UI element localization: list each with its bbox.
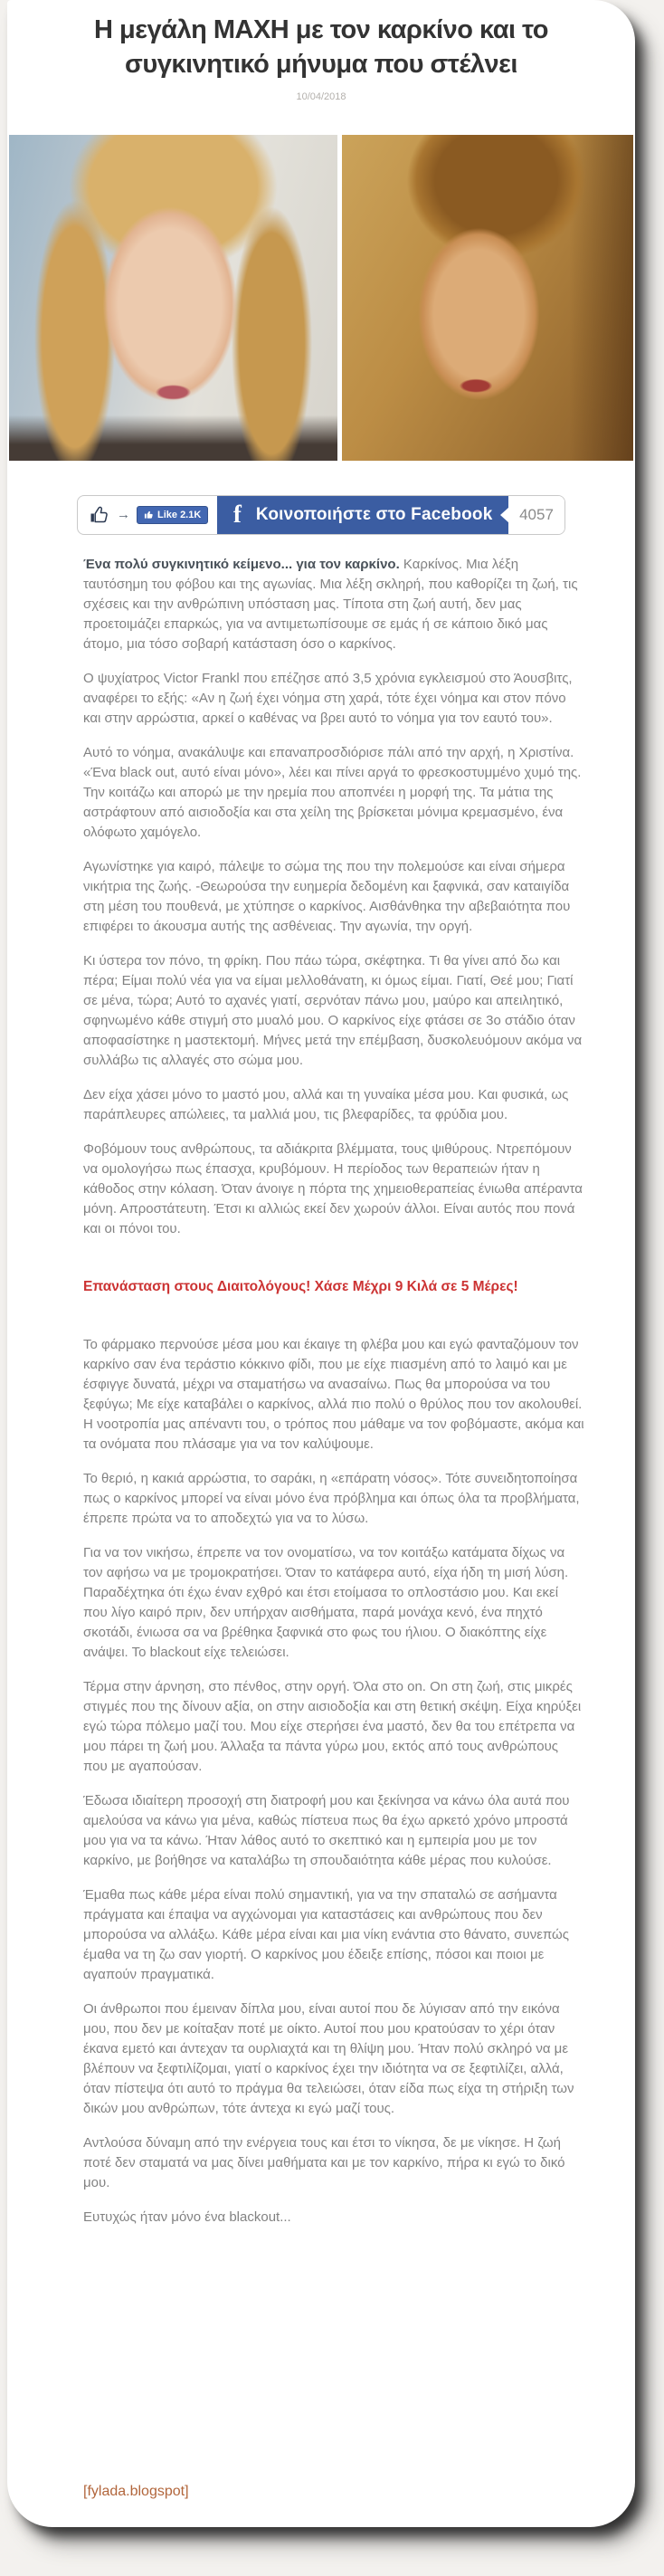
article-paragraph: Φοβόμουν τους ανθρώπους, τα αδιάκριτα βλέμματα, τους ψιθύρους. Ντρεπόμουν να ομολογήσω πως έπασχα, κρυβόμουν. Η περίοδος των θεραπειών ήταν η κάθοδος στην κόλαση. Όταν άνοιγε η πόρτα της χημειοθεραπείας ένιωθα απέραντα μόνη. Απροστάτευτη. Έτσι κι αλλιώς εκεί δεν χωρούν άλλοι. Είναι αυτός που πονά και οι πόνοι του. [83, 1140, 583, 1236]
photo-blonde-woman [9, 135, 337, 461]
facebook-f-icon: f [232, 501, 242, 529]
article-paragraph: Αντλούσα δύναμη από την ενέργεια τους και έτσι το νίκησα, δε με νίκησε. Η ζωή ποτέ δεν σταματά να μας δίνει μαθήματα και με τον καρκίνο, πήρα κι εγώ το δικό μου. [83, 2134, 565, 2190]
like-button-label: Like 2.1K [157, 509, 202, 520]
article-paragraph: Αυτό το νόημα, ανακάλυψε και επαναπροσδιόρισε πάλι από την αρχή, η Χριστίνα. «Ένα black out, αυτό είναι μόνο», λέει και πίνει αργά το φρεσκοστυμμένο χυμό της. Την κοιτάζω και απορώ με την ηρεμία που αποπνέει η μορφή της. Τα μάτια της αστράφτουν από αισιοδοξία και στα χείλη της βρίσκεται μόνιμα κρεμασμένο, ένα ολόφωτο χαμόγελο. [83, 744, 582, 840]
thumbs-up-outline-icon [89, 504, 110, 526]
article-paragraph: Τέρμα στην άρνηση, στο πένθος, στην οργή. Όλα στο on. On στη ζωή, στις μικρές στιγμές που της δίνουν αξία, on στην αισιοδοξία και στη θετική σκέψη. Είχα κηρύξει εγώ τώρα πόλεμο μαζί του. Μου είχε στερήσει ένα μαστό, δεν θα του επέτρεπα να μου πάρει τη ζωή μου. Άλλαξα τα πάντα γύρω μου, εκτός από τους ανθρώπους που με αγαπούσαν. [83, 1678, 582, 1774]
arrow-right-icon: → [117, 507, 130, 523]
article-paragraph: Αγωνίστηκε για καιρό, πάλεψε το σώμα της που την πολεμούσε και είναι σήμερα νικήτρια της ζωής. -Θεωρούσα την ευημερία δεδομένη και ξαφνικά, σαν καταιγίδα στη μέση του πουθενά, με χτύπησε ο καρκίνος. Αισθάνθηκα την αβεβαιότητα που επιφέρει το άκουσμα αυτής της ασθένειας. Την αγωνία, την οργή. [83, 858, 571, 934]
diet-ad-link[interactable]: Επανάσταση στους Διαιτολόγους! Χάσε Μέχρι 9 Κιλά σε 5 Μέρες! [83, 1278, 518, 1294]
article-footer [7, 2484, 635, 2527]
intro-bold-text: Ένα πολύ συγκινητικό κείμενο... για τον καρκίνο. [83, 556, 400, 572]
source-link[interactable]: [fylada.blogspot] [83, 2484, 189, 2499]
page-title: Η μεγάλη ΜΑΧΗ με τον καρκίνο και το συγκινητικό μήνυμα που στέλνει [93, 15, 548, 80]
share-bar-left [78, 496, 217, 534]
article-date: 10/04/2018 [296, 91, 346, 102]
facebook-share-bar [77, 495, 565, 535]
share-count-badge [508, 496, 564, 534]
share-button-label: Κοινοποιήστε στο Facebook [255, 504, 493, 524]
article-paragraph: Δεν είχα χάσει μόνο το μαστό μου, αλλά και τη γυναίκα μέσα μου. Και φυσικά, ως παράπλευρες απώλειες, τα μαλλιά μου, τις βλεφαρίδες, τα φρύδια μου. [83, 1086, 569, 1122]
article-paragraph: Ο ψυχίατρος Victor Frankl που επέζησε από 3,5 χρόνια εγκλεισμού στο Άουσβιτς, αναφέρει το εξής: «Αν η ζωή έχει νόημα στη χαρά, τότε έχει νόημα και στον πόνο και στην αρρώστια, αρκεί ο καθένας να βρει αυτό το νόημα για τον εαυτό του». [83, 670, 573, 726]
article-paragraph: Το φάρμακο περνούσε μέσα μου και έκαιγε τη φλέβα μου και εγώ φανταζόμουν τον καρκίνο σαν ένα τεράστιο κόκκινο φίδι, που με είχε πιασμένη από το λαιμό και με έσφιγγε δυνατά, μέχρι να σταματήσω να ανασαίνω. Πως θα μπορούσα να του ξεφύγω; Με είχε καταβάλει ο καρκίνος, αλλά πιο πολύ ο θρύλος που τον ακολουθεί. Η νοοτροπία μας απέναντι του, ο τρόπος που μάθαμε να τον φοβόμαστε, ακόμα και τα ονόματα που πλάσαμε για να τον καλύψουμε. [83, 1336, 584, 1452]
facebook-like-button[interactable] [137, 506, 208, 524]
article-paragraph: Έδωσα ιδιαίτερη προσοχή στη διατροφή μου και ξεκίνησα να κάνω όλα αυτά που αμελούσα να κάνω για μένα, καθώς πίστευα πως θα έχω αρκετό χρόνο μπροστά μου για να τα κάνω. Ήταν λάθος αυτό το σκεπτικό και η εμπειρία μου με τον καρκίνο, με βοήθησε να καταλάβω τη σπουδαιότητα κάθε μέρας που κυλούσε. [83, 1792, 570, 1868]
article-closing-line: Ευτυχώς ήταν μόνο ένα blackout... [83, 2209, 291, 2225]
article-paragraph-intro [83, 555, 585, 654]
article-photos [9, 135, 633, 461]
article-paragraph: Έμαθα πως κάθε μέρα είναι πολύ σημαντική, για να την σπαταλώ σε ασήμαντα πράγματα και έπαψα να αγχώνομαι για καταστάσεις και ανθρώπους που δεν μπορούσα να αλλάξω. Κάθε μέρα είναι και μια νίκη ενάντια στο θάνατο, συνεπώς έμαθα να τη ζω σαν γιορτή. Ο καρκίνος μου έδειξε επίσης, πόσοι και ποιοι με αγαπούν πραγματικά. [83, 1886, 569, 1982]
article-paragraph: Το θεριό, η κακιά αρρώστια, το σαράκι, η «επάρατη νόσος». Τότε συνειδητοποίησα πως ο καρκίνος μπορεί να είναι μόνο ένα πρόβλημα και όπως όλα τα προβλήματα, έπρεπε πρώτα να το αποδεχτώ για να το λύσω. [83, 1470, 580, 1526]
article-paragraph: Κι ύστερα τον πόνο, τη φρίκη. Που πάω τώρα, σκέφτηκα. Τι θα γίνει από δω και πέρα; Είμαι πολύ νέα για να είμαι μελλοθάνατη, κι όμως είμαι. Γιατί, Θεέ μου; Γιατί σε μένα, τώρα; Αυτό το αχανές γιατί, σερνόταν πάνω μου, μαύρο και απειλητικό, σφηνωμένο κάθε στιγμή στο μυαλό μου. Ο καρκίνος είχε φτάσει σε 3ο στάδιο όταν αποφασίστηκε η μαστεκτομή. Μήνες μετά την επέμβαση, δυσκολευόμουν ακόμα να συλλάβω τις αλλαγές στο σώμα μου. [83, 952, 583, 1068]
article-card [7, 0, 635, 2527]
photo-woman-updo [342, 135, 633, 461]
facebook-share-button[interactable] [217, 496, 508, 534]
share-count-value: 4057 [519, 505, 554, 523]
article-paragraph: Για να τον νικήσω, έπρεπε να τον ονοματίσω, να τον κοιτάξω κατάματα δίχως να τον αφήσω να με τρομοκρατήσει. Όταν το κατάφερα αυτό, είχα ήδη τη μισή λύση. Παραδέχτηκα ότι έχω έναν εχθρό και έτσι ετοίμασα το οπλοστάσιο μου. Και εκεί που λίγο καιρό πριν, δεν υπήρχαν αισθήματα, παρά μονάχα κενό, ένα πηχτό σκοτάδι, ένιωσα σα να βρέθηκα ξαφνικά στο φως του ήλιου. Ο διακόπτης είχε ανάψει. Το blackout είχε τελειώσει. [83, 1544, 569, 1660]
like-thumb-icon [144, 510, 154, 520]
intro-rest-text: Καρκίνος. Μια λέξη ταυτόσημη του φόβου και της αγωνίας. Μια λέξη σκληρή, που καθορίζει τη ζωή, τις σχέσεις και την ανθρώπινη υπόσταση μας. Τίποτα στη ζωή αυτή, δεν μας προετοιμάζει επαρκώς, για να αντιμετωπίσουμε σε εμάς ή σε κάποιο δικό μας άτομο, μια τόσο σοβαρή κατάσταση όσο ο καρκίνος. [83, 556, 578, 652]
article-body [7, 535, 635, 2242]
article-paragraph: Οι άνθρωποι που έμειναν δίπλα μου, είναι αυτοί που δε λύγισαν από την εικόνα μου, που δεν με κοίταξαν ποτέ με οίκτο. Αυτοί που μου κρατούσαν το χέρι όταν έκανα εμετό και άντεχαν τα ουρλιαχτά και τη θλίψη μου. Ήταν πολύ σκληρό να με βλέπουν να ξεφτιλίζομαι, γιατί ο καρκίνος έχει την ιδιότητα να σε ξεφτιλίζει, αλλά, όταν πίστεψα ότι αυτό το πράγμα θα τελειώσει, όταν είδα πως είχα τη στήριξη των δικών μου ανθρώπων, τότε άντεχα κι εγώ μαζί τους. [83, 2000, 574, 2116]
